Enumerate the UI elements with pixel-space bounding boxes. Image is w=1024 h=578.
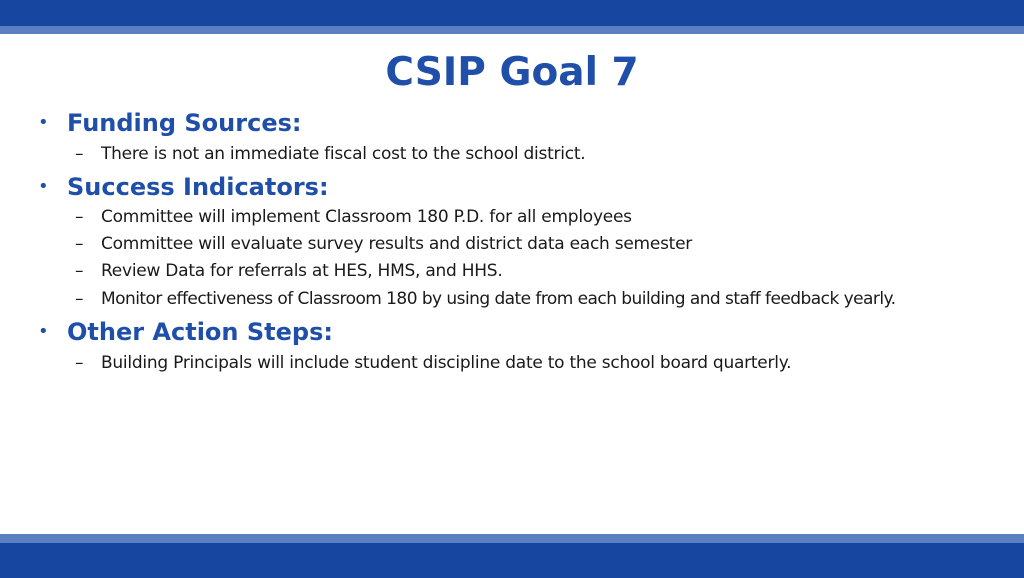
list-item-text: Monitor effectiveness of Classroom 180 by using date from each building and staff feedback yearly. xyxy=(101,289,896,309)
list-item-text: Building Principals will include student discipline date to the school board quarterly. xyxy=(101,353,792,373)
dash-marker: – xyxy=(75,353,84,373)
list-item-text: There is not an immediate fiscal cost to the school district. xyxy=(101,144,586,164)
section-heading: Success Indicators: xyxy=(67,173,329,201)
dash-marker: – xyxy=(75,207,84,227)
bullet-marker: • xyxy=(38,112,49,133)
footer-bar xyxy=(0,543,1024,578)
bullet-marker: • xyxy=(38,321,49,342)
dash-marker: – xyxy=(75,234,84,254)
list-item-text: Review Data for referrals at HES, HMS, and HHS. xyxy=(101,261,503,281)
section-heading: Funding Sources: xyxy=(67,109,302,137)
dash-marker: – xyxy=(75,144,84,164)
dash-marker: – xyxy=(75,289,84,309)
footer-accent-stripe xyxy=(0,534,1024,543)
slide-title: CSIP Goal 7 xyxy=(385,50,639,95)
section-heading: Other Action Steps: xyxy=(67,318,333,346)
dash-marker: – xyxy=(75,261,84,281)
list-item-text: Committee will evaluate survey results and district data each semester xyxy=(101,234,693,254)
list-item-text: Committee will implement Classroom 180 P.D. for all employees xyxy=(101,207,632,227)
bullet-marker: • xyxy=(38,176,49,197)
